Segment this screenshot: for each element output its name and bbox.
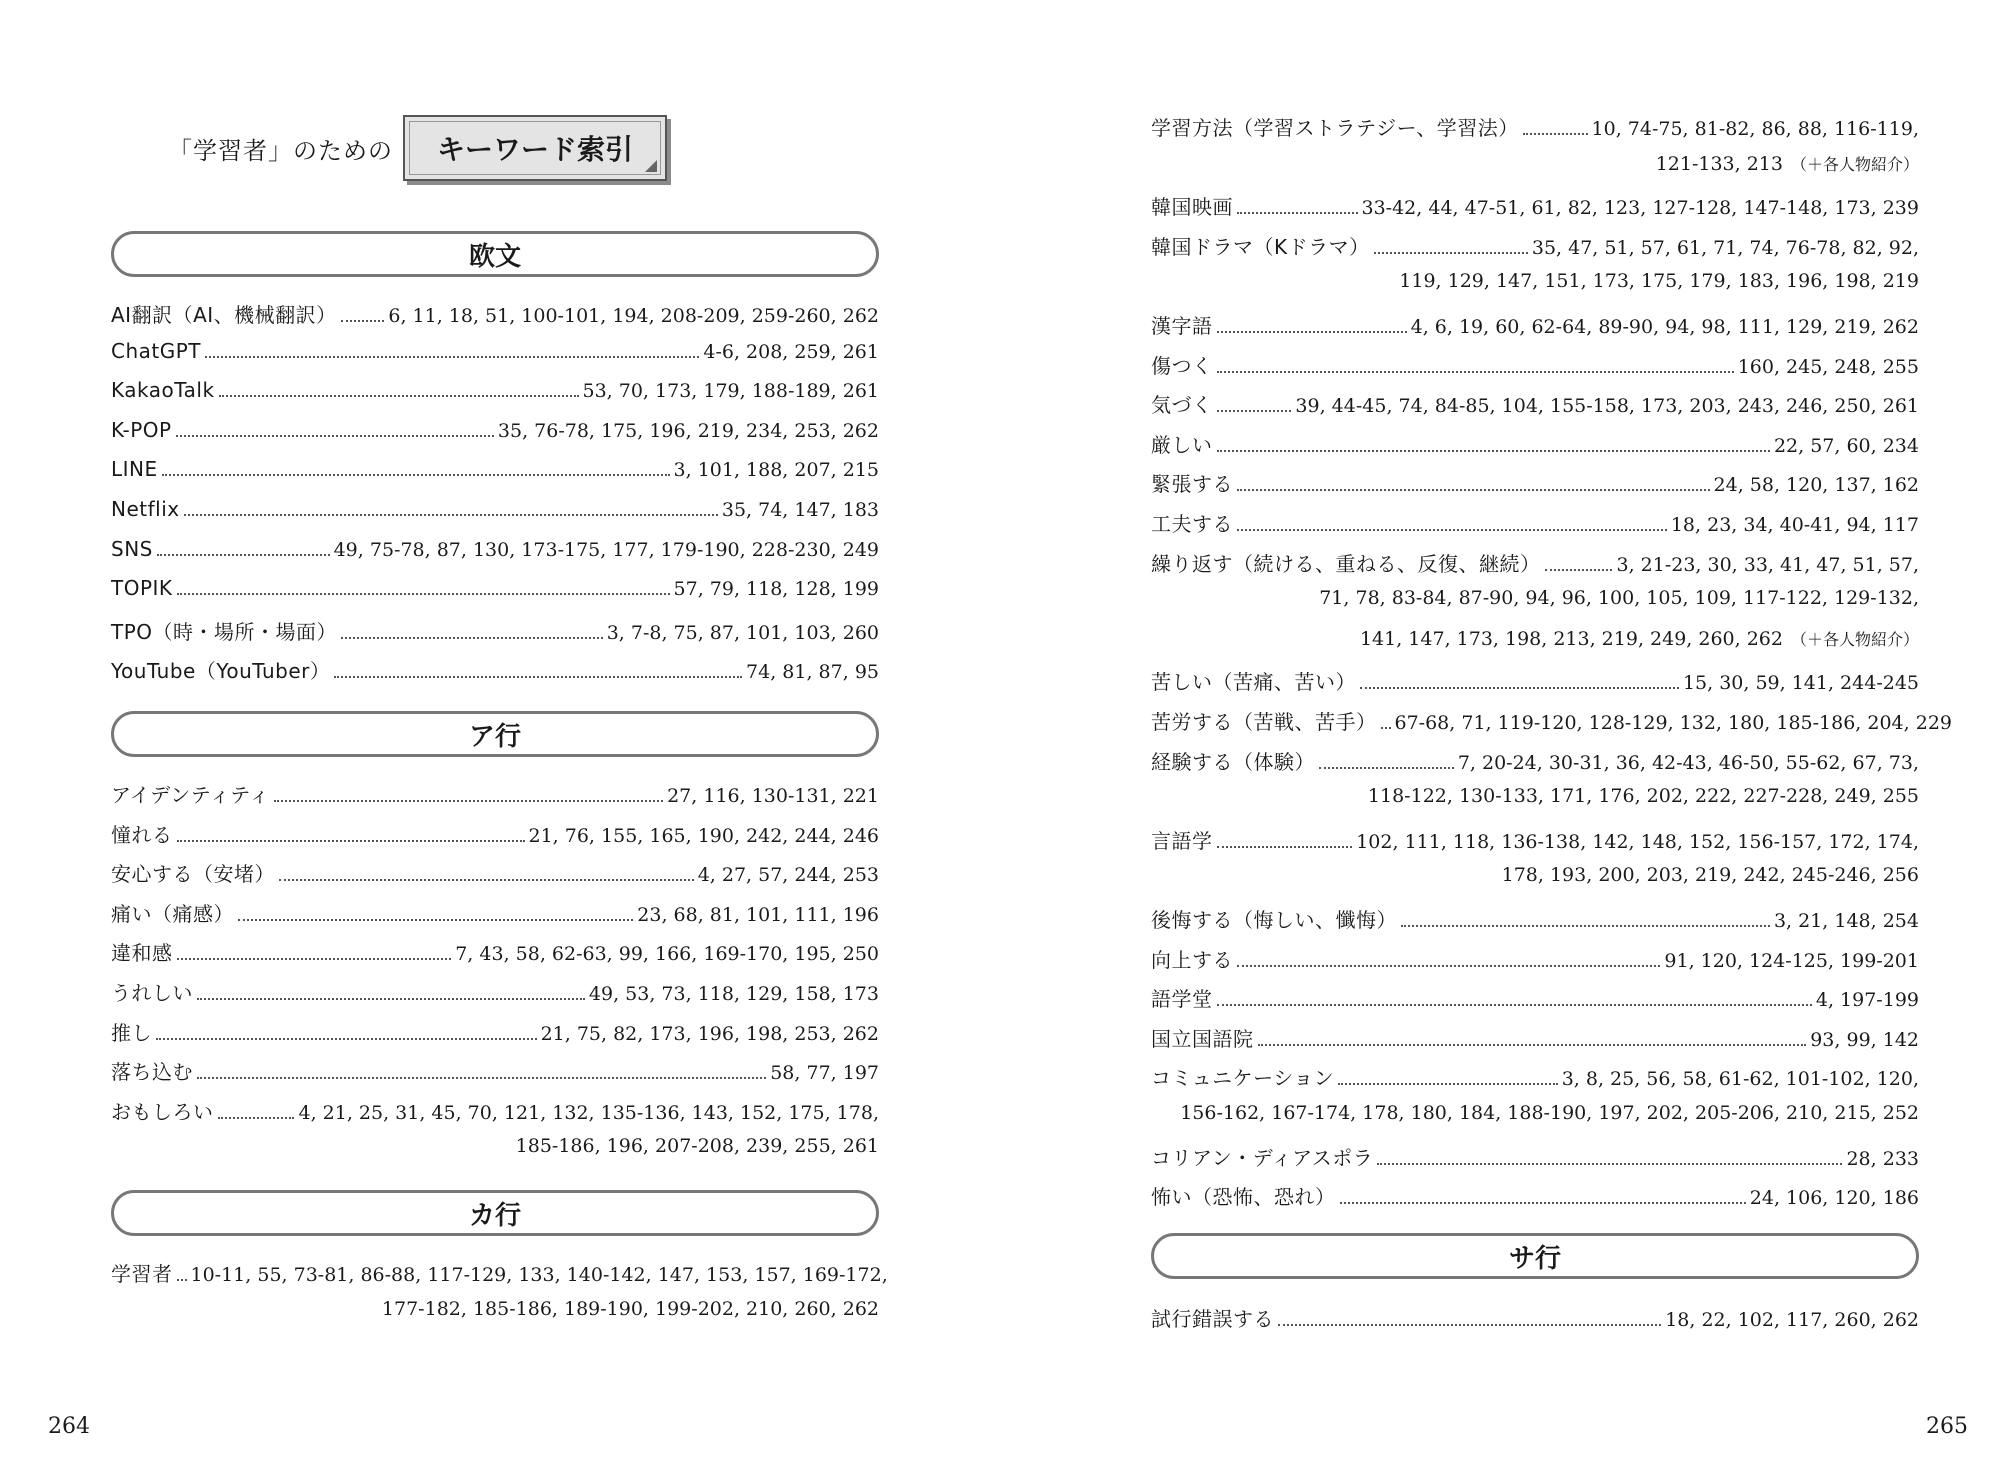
entry-pages: 7, 43, 58, 62-63, 99, 166, 169-170, 195, 250	[455, 943, 879, 966]
index-entry	[111, 655, 879, 695]
continuation-pages: 177-182, 185-186, 189-190, 199-202, 210, 260, 262	[381, 1297, 879, 1320]
index-entry	[111, 1096, 879, 1158]
entry-term: AI翻訳（AI、機械翻訳）	[111, 303, 337, 327]
continuation-pages: 185-186, 196, 207-208, 239, 255, 261	[515, 1135, 879, 1158]
entry-line	[111, 457, 879, 481]
entry-term: 漢字語	[1151, 314, 1213, 338]
leader-dots	[1258, 1044, 1807, 1046]
entry-line	[1151, 944, 1919, 973]
leader-dots	[1340, 1202, 1746, 1204]
entry-pages: 24, 58, 120, 137, 162	[1713, 474, 1919, 497]
entry-pages: 23, 68, 81, 101, 111, 196	[637, 903, 879, 926]
title-main: キーワード索引	[436, 133, 633, 166]
entry-pages: 28, 233	[1846, 1147, 1919, 1170]
index-entry	[1151, 112, 1919, 175]
leader-dots	[1523, 133, 1588, 135]
entry-term: 語学堂	[1151, 987, 1213, 1012]
index-entry	[1151, 1181, 1919, 1221]
entry-pages: 49, 53, 73, 118, 129, 158, 173	[588, 983, 879, 1005]
entry-pages: 35, 47, 51, 57, 61, 71, 74, 76-78, 82, 92,	[1531, 236, 1919, 259]
entry-term: 苦労する（苦戦、苦手）	[1151, 710, 1377, 734]
index-entry	[1151, 666, 1919, 706]
leader-dots	[341, 320, 385, 322]
index-entry	[1151, 508, 1919, 548]
leader-dots	[1237, 489, 1710, 491]
entry-term: 言語学	[1151, 828, 1213, 853]
index-entry	[1151, 746, 1919, 808]
entry-line	[111, 1258, 888, 1287]
leader-dots	[176, 435, 494, 437]
index-entry	[1151, 825, 1919, 887]
entry-line	[1151, 666, 1919, 695]
entry-term: 落ち込む	[111, 1060, 193, 1085]
entry-term: 怖い（恐怖、恐れ）	[1151, 1185, 1336, 1210]
index-entry	[1151, 191, 1919, 231]
corner-triangle-icon	[645, 160, 657, 172]
continuation-note: （＋各人物紹介）	[1790, 154, 1919, 174]
title-prefix: 「学習者」のための	[168, 136, 393, 165]
section-header: カ行	[111, 1190, 879, 1236]
entry-pages: 35, 76-78, 175, 196, 219, 234, 253, 262	[497, 419, 879, 442]
entry-continuation	[1502, 864, 1919, 886]
entry-term: おもしろい	[111, 1099, 214, 1124]
leader-dots	[1217, 846, 1353, 848]
index-entry	[1151, 944, 1919, 984]
index-entry	[1151, 310, 1919, 350]
entry-line	[1151, 191, 1919, 220]
leader-dots	[197, 1077, 766, 1079]
entry-term: TPO（時・場所・場面）	[111, 619, 338, 644]
index-entry	[1151, 429, 1919, 469]
page-number-right: 265	[1926, 1414, 1968, 1439]
entry-pages: 18, 23, 34, 40-41, 94, 117	[1670, 514, 1919, 536]
entry-pages: 4-6, 208, 259, 261	[703, 340, 879, 363]
index-entry	[111, 497, 879, 537]
entry-line	[111, 497, 879, 521]
continuation-pages: 119, 129, 147, 151, 173, 175, 179, 183, 196, 198, 219	[1399, 270, 1919, 293]
entry-line	[1151, 746, 1919, 775]
leader-dots	[205, 356, 699, 358]
entry-term: SNS	[111, 536, 153, 561]
entry-line	[111, 418, 879, 442]
index-entry	[1151, 1023, 1919, 1063]
entry-line	[1151, 389, 1919, 418]
entry-pages: 49, 75-78, 87, 130, 173-175, 177, 179-190, 228-230, 249	[333, 538, 879, 561]
entry-term: 経験する（体験）	[1151, 749, 1315, 774]
leader-dots	[177, 1279, 187, 1281]
entry-line	[1151, 983, 1919, 1012]
leader-dots	[279, 879, 694, 881]
entry-continuation	[1656, 152, 1919, 175]
entry-term: 試行錯誤する	[1151, 1307, 1274, 1331]
continuation-pages: 118-122, 130-133, 171, 176, 202, 222, 227-228, 249, 255	[1367, 785, 1919, 808]
entry-term: TOPIK	[111, 576, 173, 601]
leader-dots	[157, 554, 330, 556]
entry-line	[111, 1017, 879, 1046]
leader-dots	[1545, 569, 1613, 571]
entry-pages: 102, 111, 118, 136-138, 142, 148, 152, 156-157, 172, 174,	[1356, 830, 1919, 853]
index-entry	[111, 339, 879, 379]
entry-continuation	[1180, 1102, 1919, 1124]
leader-dots	[162, 474, 670, 476]
entry-pages: 4, 6, 19, 60, 62-64, 89-90, 94, 98, 111, 129, 219, 262	[1410, 316, 1919, 338]
entry-term: 推し	[111, 1020, 152, 1045]
index-entry	[111, 977, 879, 1017]
leader-dots	[1217, 1004, 1812, 1006]
entry-term: ChatGPT	[111, 338, 202, 363]
entry-term: 韓国ドラマ（Kドラマ）	[1151, 234, 1370, 259]
entry-pages: 53, 70, 173, 179, 188-189, 261	[582, 380, 879, 403]
entry-pages: 15, 30, 59, 141, 244-245	[1682, 672, 1919, 695]
entry-term: Netflix	[111, 497, 180, 521]
index-entry	[1151, 389, 1919, 429]
entry-line	[1151, 1181, 1919, 1210]
entry-line	[1151, 112, 1919, 141]
entry-pages: 6, 11, 18, 51, 100-101, 194, 208-209, 259-260, 262	[388, 305, 879, 327]
entry-line	[1151, 508, 1919, 537]
leader-dots	[177, 593, 670, 595]
index-entry	[111, 858, 879, 898]
index-entry	[1151, 1062, 1919, 1124]
page-number-left: 264	[48, 1414, 90, 1439]
index-entry	[1151, 548, 1919, 650]
entry-pages: 93, 99, 142	[1810, 1028, 1919, 1051]
continuation-pages: 121-133, 213	[1655, 152, 1783, 175]
entry-pages: 67-68, 71, 119-120, 128-129, 132, 180, 185-186, 204, 229	[1394, 712, 1952, 734]
entry-line	[1151, 310, 1919, 339]
index-entry	[111, 457, 879, 497]
continuation-pages: 156-162, 167-174, 178, 180, 184, 188-190, 197, 202, 205-206, 210, 215, 252	[1180, 1101, 1919, 1124]
index-entry	[1151, 1303, 1919, 1343]
index-entry	[1151, 706, 1952, 746]
leader-dots	[341, 637, 603, 639]
entry-term: コミュニケーション	[1151, 1066, 1335, 1091]
entry-line	[1151, 1023, 1919, 1052]
index-entry	[111, 576, 879, 616]
section-header: ア行	[111, 711, 879, 757]
right-page	[1008, 0, 2016, 1481]
entry-term: 違和感	[111, 941, 173, 966]
index-entry	[111, 418, 879, 458]
entry-pages: 33-42, 44, 47-51, 61, 82, 123, 127-128, 147-148, 173, 239	[1361, 197, 1919, 220]
entry-pages: 22, 57, 60, 234	[1773, 434, 1919, 457]
entry-pages: 24, 106, 120, 186	[1749, 1187, 1919, 1210]
index-entry	[111, 898, 879, 938]
entry-line	[111, 819, 879, 848]
entry-pages: 21, 75, 82, 173, 196, 198, 253, 262	[540, 1022, 879, 1045]
entry-line	[111, 898, 879, 927]
index-entry	[111, 299, 879, 339]
entry-term: 厳しい	[1151, 432, 1213, 457]
index-entry	[111, 1056, 879, 1096]
entry-continuation	[1399, 270, 1919, 292]
entry-term: 緊張する	[1151, 472, 1233, 497]
entry-pages: 74, 81, 87, 95	[746, 661, 879, 684]
leader-dots	[219, 395, 579, 397]
entry-line	[111, 655, 879, 684]
leader-dots	[1217, 410, 1292, 412]
entry-pages: 10, 74-75, 81-82, 86, 88, 116-119,	[1591, 118, 1919, 140]
leader-dots	[1381, 727, 1391, 729]
entry-line	[1151, 706, 1952, 735]
entry-line	[111, 1096, 879, 1125]
entry-continuation	[382, 1298, 879, 1320]
entry-continuation	[1360, 627, 1919, 650]
entry-line	[111, 299, 879, 328]
entry-term: YouTube（YouTuber）	[111, 659, 331, 684]
index-entry	[1151, 231, 1919, 293]
entry-pages: 3, 7-8, 75, 87, 101, 103, 260	[606, 621, 879, 644]
entry-pages: 91, 120, 124-125, 199-201	[1664, 949, 1919, 972]
index-entry	[111, 937, 879, 977]
entry-term: 憧れる	[111, 822, 173, 847]
leader-dots	[1217, 450, 1770, 452]
entry-line	[1151, 1062, 1919, 1091]
entry-line	[1151, 548, 1919, 577]
entry-term: 後悔する（悔しい、懺悔）	[1151, 908, 1397, 932]
entry-term: 苦しい（苦痛、苦い）	[1151, 670, 1356, 695]
entry-line	[1151, 468, 1919, 497]
entry-pages: 4, 21, 25, 31, 45, 70, 121, 132, 135-136, 143, 152, 175, 178,	[298, 1101, 879, 1124]
entry-line	[111, 378, 879, 402]
entry-pages: 3, 21-23, 30, 33, 41, 47, 51, 57,	[1616, 553, 1919, 576]
entry-term: うれしい	[111, 981, 193, 1005]
entry-term: 気づく	[1151, 393, 1213, 418]
title-box	[403, 115, 667, 181]
leader-dots	[1319, 767, 1454, 769]
entry-line	[1151, 429, 1919, 458]
leader-dots	[177, 958, 452, 960]
continuation-pages: 141, 147, 173, 198, 213, 219, 249, 260, 262	[1359, 627, 1783, 650]
entry-line	[1151, 825, 1919, 854]
leader-dots	[177, 840, 525, 842]
continuation-pages: 71, 78, 83-84, 87-90, 94, 96, 100, 105, 109, 117-122, 129-132,	[1319, 587, 1919, 610]
entry-pages: 3, 8, 25, 56, 58, 61-62, 101-102, 120,	[1561, 1068, 1919, 1091]
leader-dots	[1401, 925, 1770, 927]
entry-line	[1151, 350, 1919, 379]
entry-pages: 3, 101, 188, 207, 215	[673, 459, 879, 482]
leader-dots	[274, 800, 663, 802]
entry-pages: 7, 20-24, 30-31, 36, 42-43, 46-50, 55-62, 67, 73,	[1457, 751, 1919, 774]
index-entry	[111, 378, 879, 418]
index-entry	[1151, 1142, 1919, 1182]
index-entry	[1151, 983, 1919, 1023]
entry-pages: 39, 44-45, 74, 84-85, 104, 155-158, 173, 203, 243, 246, 250, 261	[1295, 395, 1919, 418]
entry-line	[111, 858, 879, 887]
entry-pages: 58, 77, 197	[770, 1062, 879, 1085]
leader-dots	[1217, 331, 1407, 333]
entry-term: 傷つく	[1151, 353, 1213, 378]
entry-line	[111, 937, 879, 966]
entry-line	[111, 1056, 879, 1085]
leader-dots	[238, 919, 633, 921]
index-entry	[1151, 468, 1919, 508]
entry-term: 学習方法（学習ストラテジー、学習法）	[1151, 116, 1519, 140]
entry-term: 繰り返す（続ける、重ねる、反復、継続）	[1151, 551, 1541, 576]
leader-dots	[1237, 529, 1667, 531]
leader-dots	[197, 998, 585, 1000]
leader-dots	[1237, 965, 1660, 967]
leader-dots	[1278, 1324, 1661, 1326]
entry-line	[1151, 904, 1919, 933]
continuation-pages: 178, 193, 200, 203, 219, 242, 245-246, 256	[1501, 864, 1919, 887]
entry-term: アイデンティティ	[111, 783, 270, 807]
entry-line	[1151, 231, 1919, 260]
index-title	[168, 112, 667, 184]
entry-line	[111, 339, 879, 363]
entry-pages: 18, 22, 102, 117, 260, 262	[1665, 1309, 1919, 1331]
entry-term: LINE	[111, 457, 158, 482]
index-entry	[111, 1017, 879, 1057]
index-entry	[111, 779, 879, 819]
entry-term: KakaoTalk	[111, 378, 215, 403]
index-entry	[1151, 904, 1919, 944]
entry-continuation	[1319, 587, 1919, 609]
entry-term: 学習者	[111, 1262, 173, 1286]
entry-line	[111, 977, 879, 1006]
entry-term: 国立国語院	[1151, 1026, 1254, 1051]
index-entry	[111, 1258, 888, 1320]
leader-dots	[1360, 687, 1679, 689]
entry-continuation	[516, 1135, 879, 1157]
entry-line	[1151, 1303, 1919, 1332]
entry-term: 工夫する	[1151, 512, 1233, 536]
entry-pages: 21, 76, 155, 165, 190, 242, 244, 246	[528, 824, 879, 847]
leader-dots	[1237, 212, 1358, 214]
entry-term: 痛い（痛感）	[111, 901, 234, 926]
index-entry	[111, 819, 879, 859]
leader-dots	[184, 514, 718, 516]
leader-dots	[156, 1038, 537, 1040]
entry-pages: 3, 21, 148, 254	[1773, 910, 1919, 932]
entry-pages: 10-11, 55, 73-81, 86-88, 117-129, 133, 140-142, 147, 153, 157, 169-172,	[190, 1264, 888, 1286]
leader-dots	[1338, 1083, 1557, 1085]
entry-line	[111, 616, 879, 645]
leader-dots	[334, 676, 742, 678]
entry-term: コリアン・ディアスポラ	[1151, 1145, 1374, 1170]
entry-line	[111, 576, 879, 600]
entry-term: 安心する（安堵）	[111, 862, 275, 887]
index-entry	[111, 616, 879, 656]
entry-pages: 4, 197-199	[1815, 989, 1919, 1012]
section-header: 欧文	[111, 231, 879, 277]
entry-pages: 160, 245, 248, 255	[1737, 355, 1919, 378]
entry-term: 韓国映画	[1151, 195, 1233, 220]
entry-line	[1151, 1142, 1919, 1171]
leader-dots	[1374, 252, 1528, 254]
section-header: サ行	[1151, 1233, 1919, 1279]
leader-dots	[218, 1117, 295, 1119]
entry-pages: 27, 116, 130-131, 221	[667, 785, 879, 807]
entry-pages: 4, 27, 57, 244, 253	[697, 864, 879, 887]
leader-dots	[1217, 371, 1734, 373]
entry-line	[111, 779, 879, 808]
index-entry	[111, 537, 879, 577]
continuation-note: （＋各人物紹介）	[1790, 629, 1919, 649]
entry-line	[111, 537, 879, 561]
entry-pages: 35, 74, 147, 183	[721, 499, 879, 521]
entry-continuation	[1368, 785, 1919, 807]
index-entry	[1151, 350, 1919, 390]
entry-term: K-POP	[111, 417, 172, 442]
entry-pages: 57, 79, 118, 128, 199	[673, 578, 879, 601]
entry-term: 向上する	[1151, 947, 1233, 972]
leader-dots	[1377, 1163, 1842, 1165]
